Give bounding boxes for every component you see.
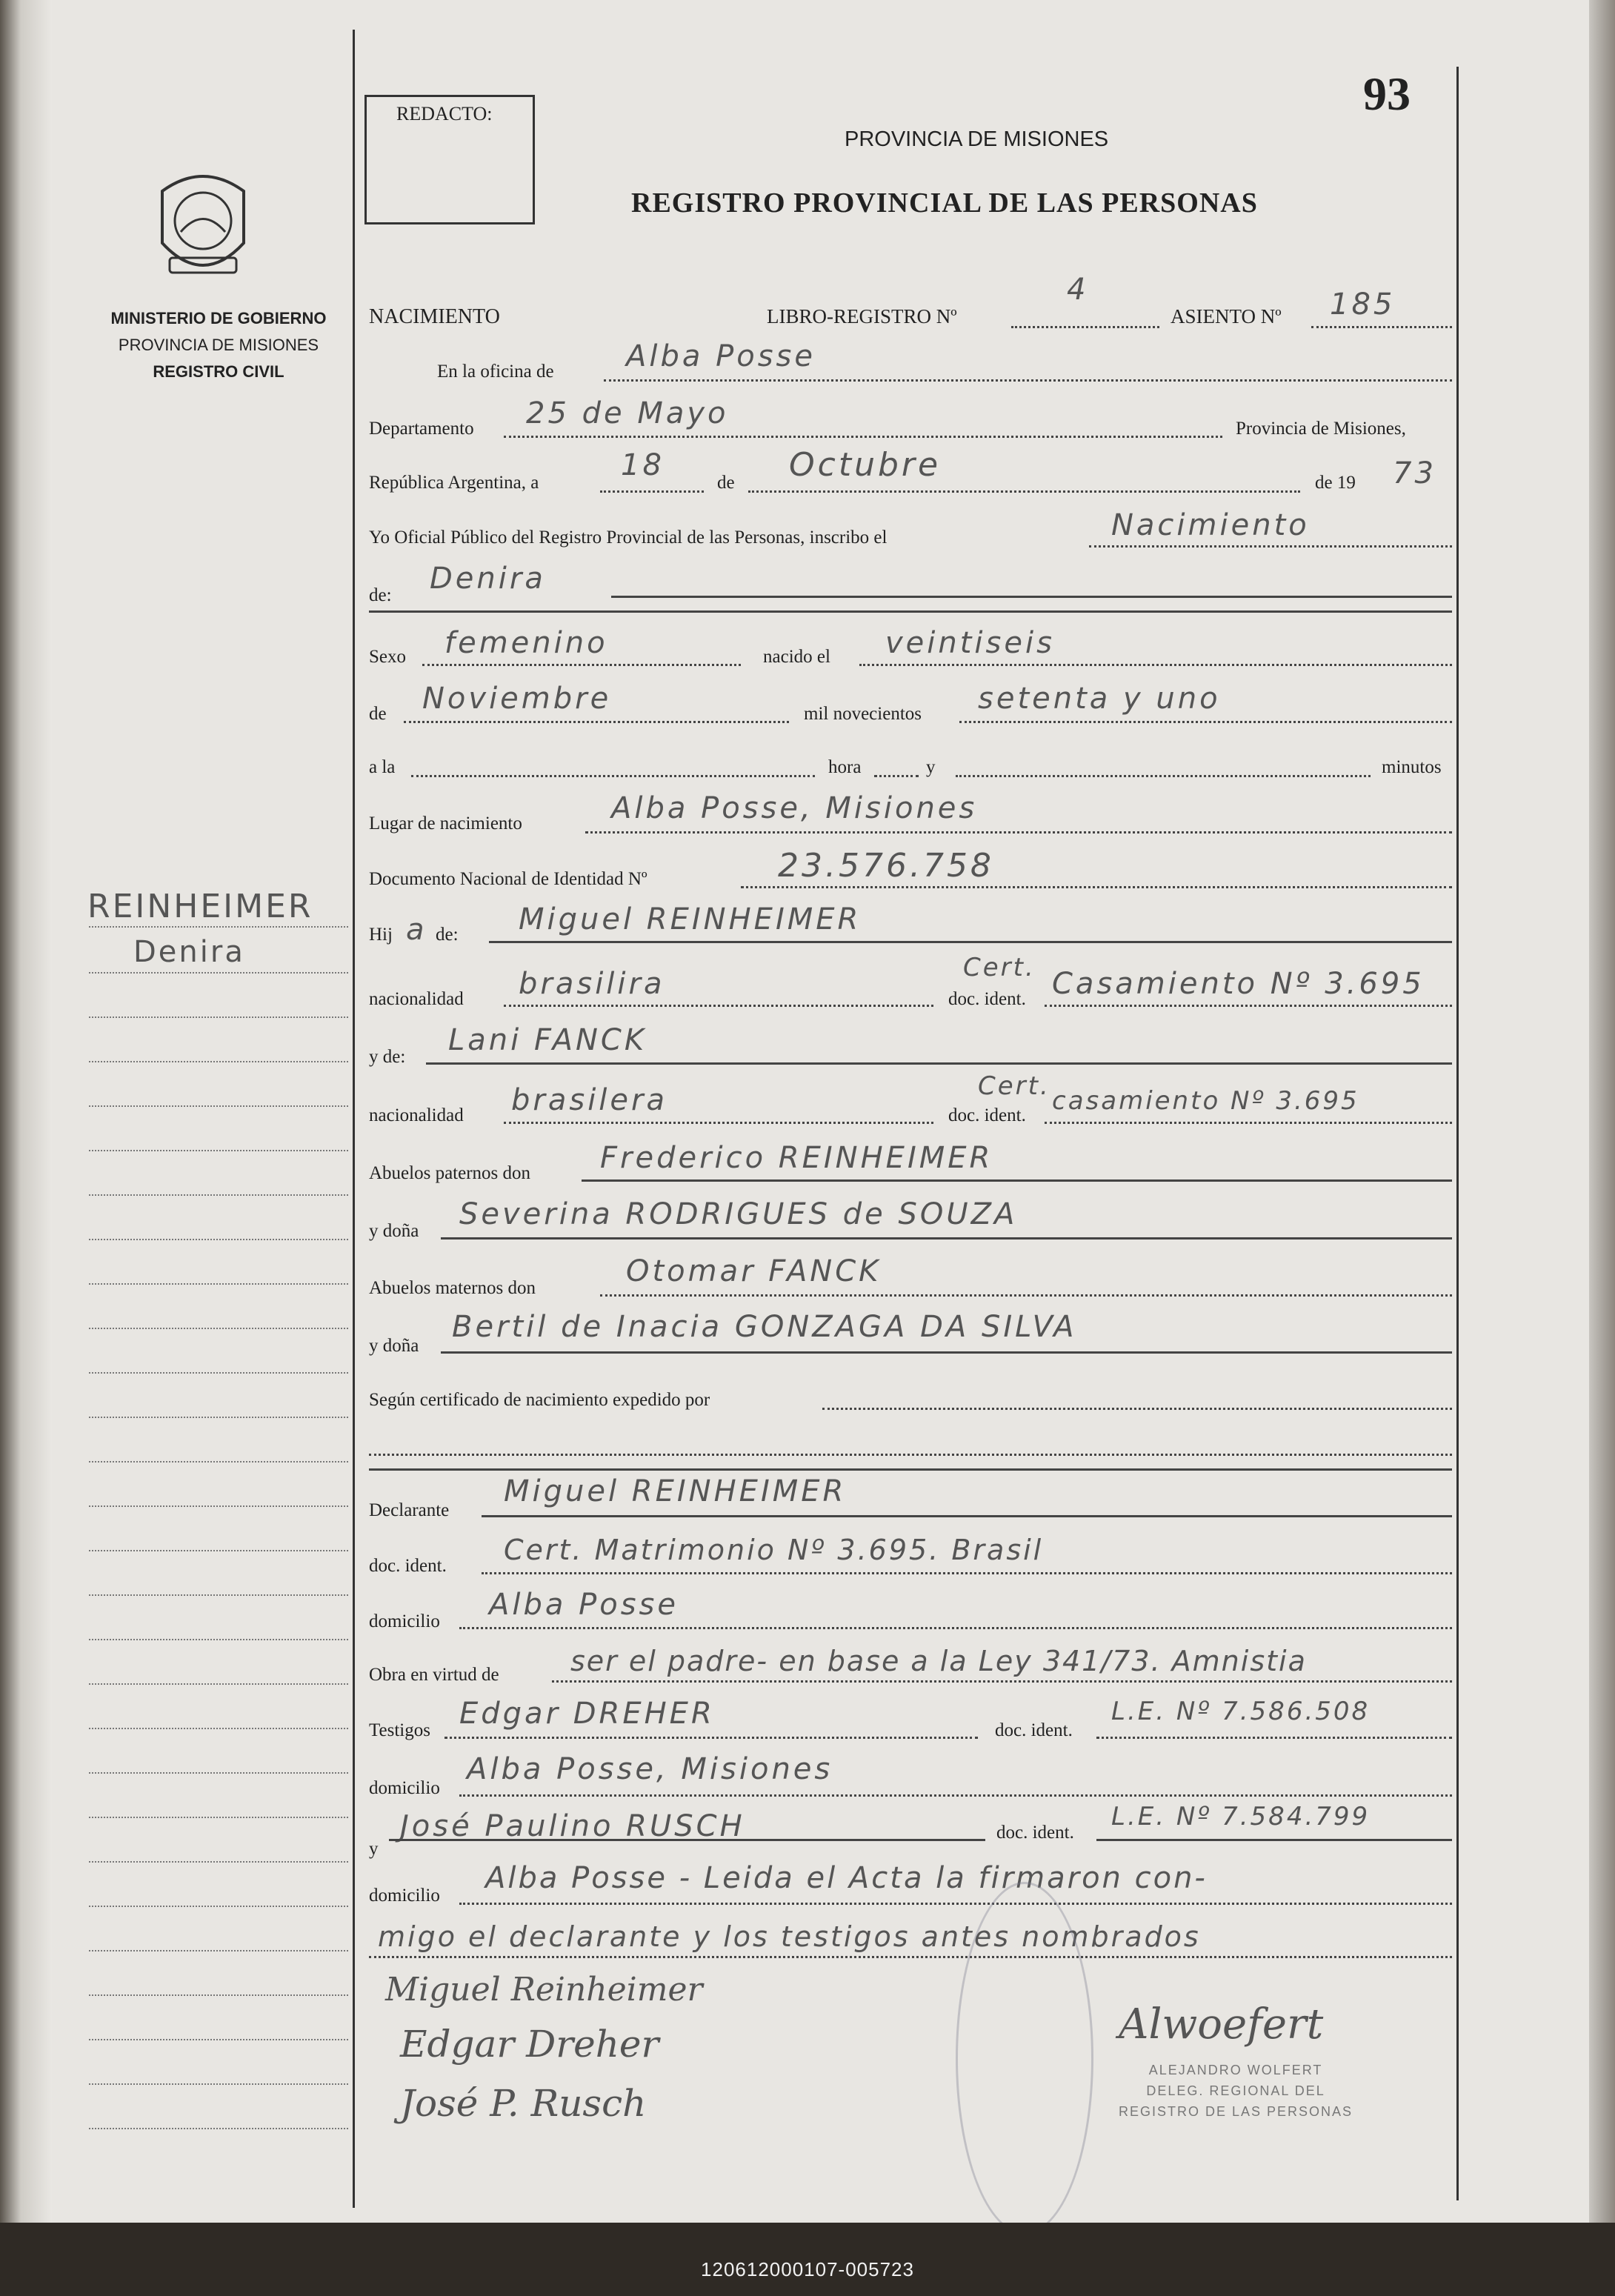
margin-line xyxy=(89,1372,348,1374)
section-separator-line xyxy=(369,610,1452,613)
oficina-label: En la oficina de xyxy=(437,362,554,382)
margin-line xyxy=(89,1061,348,1062)
margin-line xyxy=(89,1417,348,1418)
book-binding-left xyxy=(0,0,52,2223)
testigo2-doc-label: doc. ident. xyxy=(996,1823,1074,1843)
domicilio-declarante-label: domicilio xyxy=(369,1611,440,1631)
abuelos-maternos-label: Abuelos maternos don xyxy=(369,1278,536,1298)
libro-value: 4 xyxy=(1067,273,1089,307)
mes-value: Octubre xyxy=(789,446,942,484)
a-la-label: a la xyxy=(369,757,396,777)
departamento-label: Departamento xyxy=(369,419,474,439)
oficina-value: Alba Posse xyxy=(626,339,816,373)
ministry-block xyxy=(74,305,363,385)
domicilio-declarante-line xyxy=(459,1627,1452,1629)
margin-line xyxy=(89,1817,348,1818)
testigos-label: Testigos xyxy=(369,1720,430,1740)
departamento-line xyxy=(504,436,1222,438)
nacionalidad-padre-value: brasilira xyxy=(519,967,665,1001)
mes-nacimiento-line xyxy=(404,721,789,723)
doc-madre-top: Cert. xyxy=(978,1071,1050,1101)
margin-line xyxy=(89,1594,348,1596)
declarante-doc-line xyxy=(482,1572,1452,1574)
doc-madre-value: casamiento Nº 3.695 xyxy=(1052,1086,1359,1116)
section-separator-line xyxy=(369,1468,1452,1471)
testigo1-signature: Edgar Dreher xyxy=(400,2023,659,2066)
declarante-line xyxy=(482,1515,1452,1517)
nacido-line xyxy=(859,664,1452,666)
margin-line xyxy=(89,1150,348,1151)
abuela-paterna-value: Severina RODRIGUES de SOUZA xyxy=(459,1197,1018,1231)
margin-line xyxy=(89,1105,348,1107)
margin-line xyxy=(89,1550,348,1551)
declarante-doc-value: Cert. Matrimonio Nº 3.695. Brasil xyxy=(504,1534,1044,1566)
abuelos-paternos-label: Abuelos paternos don xyxy=(369,1163,531,1183)
declarante-label: Declarante xyxy=(369,1500,450,1520)
segun-certificado-line-2 xyxy=(369,1454,1452,1456)
abuela-paterna-line xyxy=(441,1237,1452,1239)
official-name-stamp xyxy=(1119,2060,1353,2122)
sexo-value: femenino xyxy=(444,626,608,660)
official-registry: REGISTRO DE LAS PERSONAS xyxy=(1119,2104,1353,2119)
minutos-label: minutos xyxy=(1382,757,1442,777)
abuelo-materno-line xyxy=(600,1294,1452,1297)
official-signature: Alwoefert xyxy=(1119,2000,1324,2049)
margin-line xyxy=(89,1461,348,1463)
hij-suffix: a xyxy=(406,913,427,947)
margin-line xyxy=(89,1505,348,1507)
margin-line xyxy=(89,926,348,928)
minutos-line xyxy=(956,775,1371,777)
anio-value: 73 xyxy=(1393,456,1436,490)
testigo2-line xyxy=(389,1839,985,1841)
anio-label: de 19 xyxy=(1315,473,1356,493)
doc-madre-line xyxy=(1045,1122,1452,1124)
margin-line xyxy=(89,1906,348,1907)
segun-certificado-label: Según certificado de nacimiento expedido por xyxy=(369,1390,710,1410)
testigo1-doc-line xyxy=(1096,1737,1452,1739)
right-frame-line xyxy=(1456,67,1459,2200)
margin-line xyxy=(89,972,348,974)
de-mes-label: de xyxy=(369,704,387,724)
doc-ident-padre-label: doc. ident. xyxy=(948,989,1026,1009)
doc-padre-line xyxy=(1045,1005,1452,1007)
declarante-doc-label: doc. ident. xyxy=(369,1556,447,1576)
hij-de-label: de: xyxy=(436,925,459,945)
obra-line xyxy=(552,1680,1452,1683)
testigo2-doc-line xyxy=(1096,1839,1452,1841)
anio-nacimiento-line xyxy=(959,721,1452,723)
page-number: 93 xyxy=(1363,67,1411,120)
book-edge-right xyxy=(1589,0,1615,2223)
hora-sep-line xyxy=(874,775,919,777)
oficial-text: Yo Oficial Público del Registro Provincial de las Personas, inscribo el xyxy=(369,528,888,548)
y-de-label: y de: xyxy=(369,1047,406,1067)
domicilio-testigo2-label: domicilio xyxy=(369,1886,440,1906)
abuelo-paterno-value: Frederico REINHEIMER xyxy=(600,1141,993,1175)
testigo2-doc-value: L.E. Nº 7.584.799 xyxy=(1111,1802,1371,1831)
domicilio-testigo1-value: Alba Posse, Misiones xyxy=(467,1752,833,1786)
departamento-value: 25 de Mayo xyxy=(526,396,729,430)
de-label: de xyxy=(717,473,735,493)
record-type-label: NACIMIENTO xyxy=(369,305,500,328)
domicilio-testigo1-line xyxy=(459,1794,1452,1797)
abuelo-materno-value: Otomar FANCK xyxy=(626,1254,882,1288)
official-seal-stamp xyxy=(956,1882,1093,2235)
segun-certificado-line xyxy=(822,1408,1452,1410)
nacido-value: veintiseis xyxy=(885,626,1055,660)
mes-nacimiento-value: Noviembre xyxy=(422,682,612,716)
dni-value: 23.576.758 xyxy=(778,847,994,885)
de-nombre-label: de: xyxy=(369,585,392,605)
abuela-materna-value: Bertil de Inacia GONZAGA DA SILVA xyxy=(452,1310,1077,1344)
asiento-label: ASIENTO Nº xyxy=(1171,305,1282,327)
ministry-line: MINISTERIO DE GOBIERNO xyxy=(110,309,327,327)
padre-value: Miguel REINHEIMER xyxy=(519,902,862,936)
redacto-box xyxy=(364,95,535,224)
official-title: DELEG. REGIONAL DEL xyxy=(1146,2083,1325,2098)
margin-given-name: Denira xyxy=(133,935,245,969)
asiento-line xyxy=(1311,326,1452,328)
margin-line xyxy=(89,1728,348,1729)
testigo2-value: José Paulino RUSCH xyxy=(400,1809,745,1843)
domicilio-declarante-value: Alba Posse xyxy=(489,1588,679,1622)
margin-line xyxy=(89,1950,348,1951)
margin-surname: REINHEIMER xyxy=(87,888,313,925)
nacionalidad-madre-line xyxy=(504,1122,933,1124)
nacionalidad-madre-label: nacionalidad xyxy=(369,1105,464,1125)
provincia-label: Provincia de Misiones, xyxy=(1236,419,1406,439)
margin-line xyxy=(89,1683,348,1685)
doc-ident-madre-label: doc. ident. xyxy=(948,1105,1026,1125)
domicilio-testigo2-value: Alba Posse - Leida el Acta la firmaron con- xyxy=(485,1861,1208,1895)
anio-nacimiento-value: setenta y uno xyxy=(978,682,1221,716)
closing-line xyxy=(369,1956,1452,1958)
nacido-label: nacido el xyxy=(763,647,830,667)
mil-novecientos-label: mil novecientos xyxy=(804,704,922,724)
margin-line xyxy=(89,1328,348,1329)
y-dona-paterna-label: y doña xyxy=(369,1221,419,1241)
madre-line xyxy=(426,1062,1452,1065)
declarante-signature: Miguel Reinheimer xyxy=(385,1971,703,2009)
madre-value: Lani FANCK xyxy=(448,1023,647,1057)
nombre-value: Denira xyxy=(430,562,546,596)
ministry-registry-line: REGISTRO CIVIL xyxy=(153,362,284,381)
republica-label: República Argentina, a xyxy=(369,473,539,493)
domicilio-testigo1-label: domicilio xyxy=(369,1778,440,1798)
margin-line xyxy=(89,1194,348,1196)
file-code: 120612000107-005723 xyxy=(701,2258,914,2280)
mes-line xyxy=(748,490,1300,493)
nacionalidad-madre-value: brasilera xyxy=(511,1083,667,1117)
padre-line xyxy=(489,941,1452,943)
nacionalidad-padre-line xyxy=(504,1005,933,1007)
nombre-line xyxy=(611,596,1452,598)
oficina-line xyxy=(604,379,1452,382)
hora-label: hora xyxy=(828,757,862,777)
margin-line xyxy=(89,1861,348,1863)
province-heading: PROVINCIA DE MISIONES xyxy=(845,127,1109,151)
margin-line xyxy=(89,1639,348,1640)
y-dona-materna-label: y doña xyxy=(369,1336,419,1356)
doc-padre-top: Cert. xyxy=(963,953,1036,982)
margin-line xyxy=(89,1994,348,1996)
registry-title: REGISTRO PROVINCIAL DE LAS PERSONAS xyxy=(631,187,1258,219)
redacto-label: REDACTO: xyxy=(396,103,493,124)
hij-label: Hij xyxy=(369,925,393,945)
libro-line xyxy=(1011,326,1159,328)
doc-padre-value: Casamiento Nº 3.695 xyxy=(1052,967,1425,1001)
margin-line xyxy=(89,1283,348,1285)
ministry-province-line: PROVINCIA DE MISIONES xyxy=(118,336,319,354)
margin-line xyxy=(89,2083,348,2085)
official-name: ALEJANDRO WOLFERT xyxy=(1148,2063,1323,2077)
dni-label: Documento Nacional de Identidad Nº xyxy=(369,869,647,889)
sexo-label: Sexo xyxy=(369,647,406,667)
testigo1-doc-value: L.E. Nº 7.586.508 xyxy=(1111,1697,1371,1726)
closing-text: migo el declarante y los testigos antes nombrados xyxy=(378,1920,1201,1953)
nacionalidad-padre-label: nacionalidad xyxy=(369,989,464,1009)
margin-line xyxy=(89,1239,348,1240)
province-seal-icon xyxy=(151,162,255,287)
testigo1-value: Edgar DREHER xyxy=(459,1697,715,1731)
abuela-materna-line xyxy=(441,1351,1452,1354)
obra-label: Obra en virtud de xyxy=(369,1665,499,1685)
lugar-label: Lugar de nacimiento xyxy=(369,813,522,833)
oficial-line xyxy=(1089,545,1452,548)
domicilio-testigo2-line xyxy=(459,1903,1452,1905)
testigo1-doc-label: doc. ident. xyxy=(995,1720,1073,1740)
testigo2-signature: José P. Rusch xyxy=(400,2082,647,2125)
margin-line xyxy=(89,1016,348,1018)
lugar-value: Alba Posse, Misiones xyxy=(611,791,978,825)
declarante-value: Miguel REINHEIMER xyxy=(504,1474,847,1508)
y-testigo2-label: y xyxy=(369,1839,379,1859)
sexo-line xyxy=(422,664,741,666)
libro-label: LIBRO-REGISTRO Nº xyxy=(767,305,957,327)
hora-line xyxy=(411,775,815,777)
testigo1-line xyxy=(444,1737,978,1739)
dia-value: 18 xyxy=(621,448,665,482)
asiento-value: 185 xyxy=(1330,287,1396,322)
obra-value: ser el padre- en base a la Ley 341/73. Amnistia xyxy=(570,1645,1307,1677)
margin-line xyxy=(89,1772,348,1774)
dia-line xyxy=(600,490,704,493)
lugar-line xyxy=(585,831,1452,833)
margin-line xyxy=(89,2039,348,2040)
oficial-value: Nacimiento xyxy=(1111,508,1310,542)
y-label: y xyxy=(926,757,936,777)
dni-line xyxy=(741,886,1452,888)
margin-line xyxy=(89,2128,348,2129)
abuelo-paterno-line xyxy=(582,1179,1452,1182)
